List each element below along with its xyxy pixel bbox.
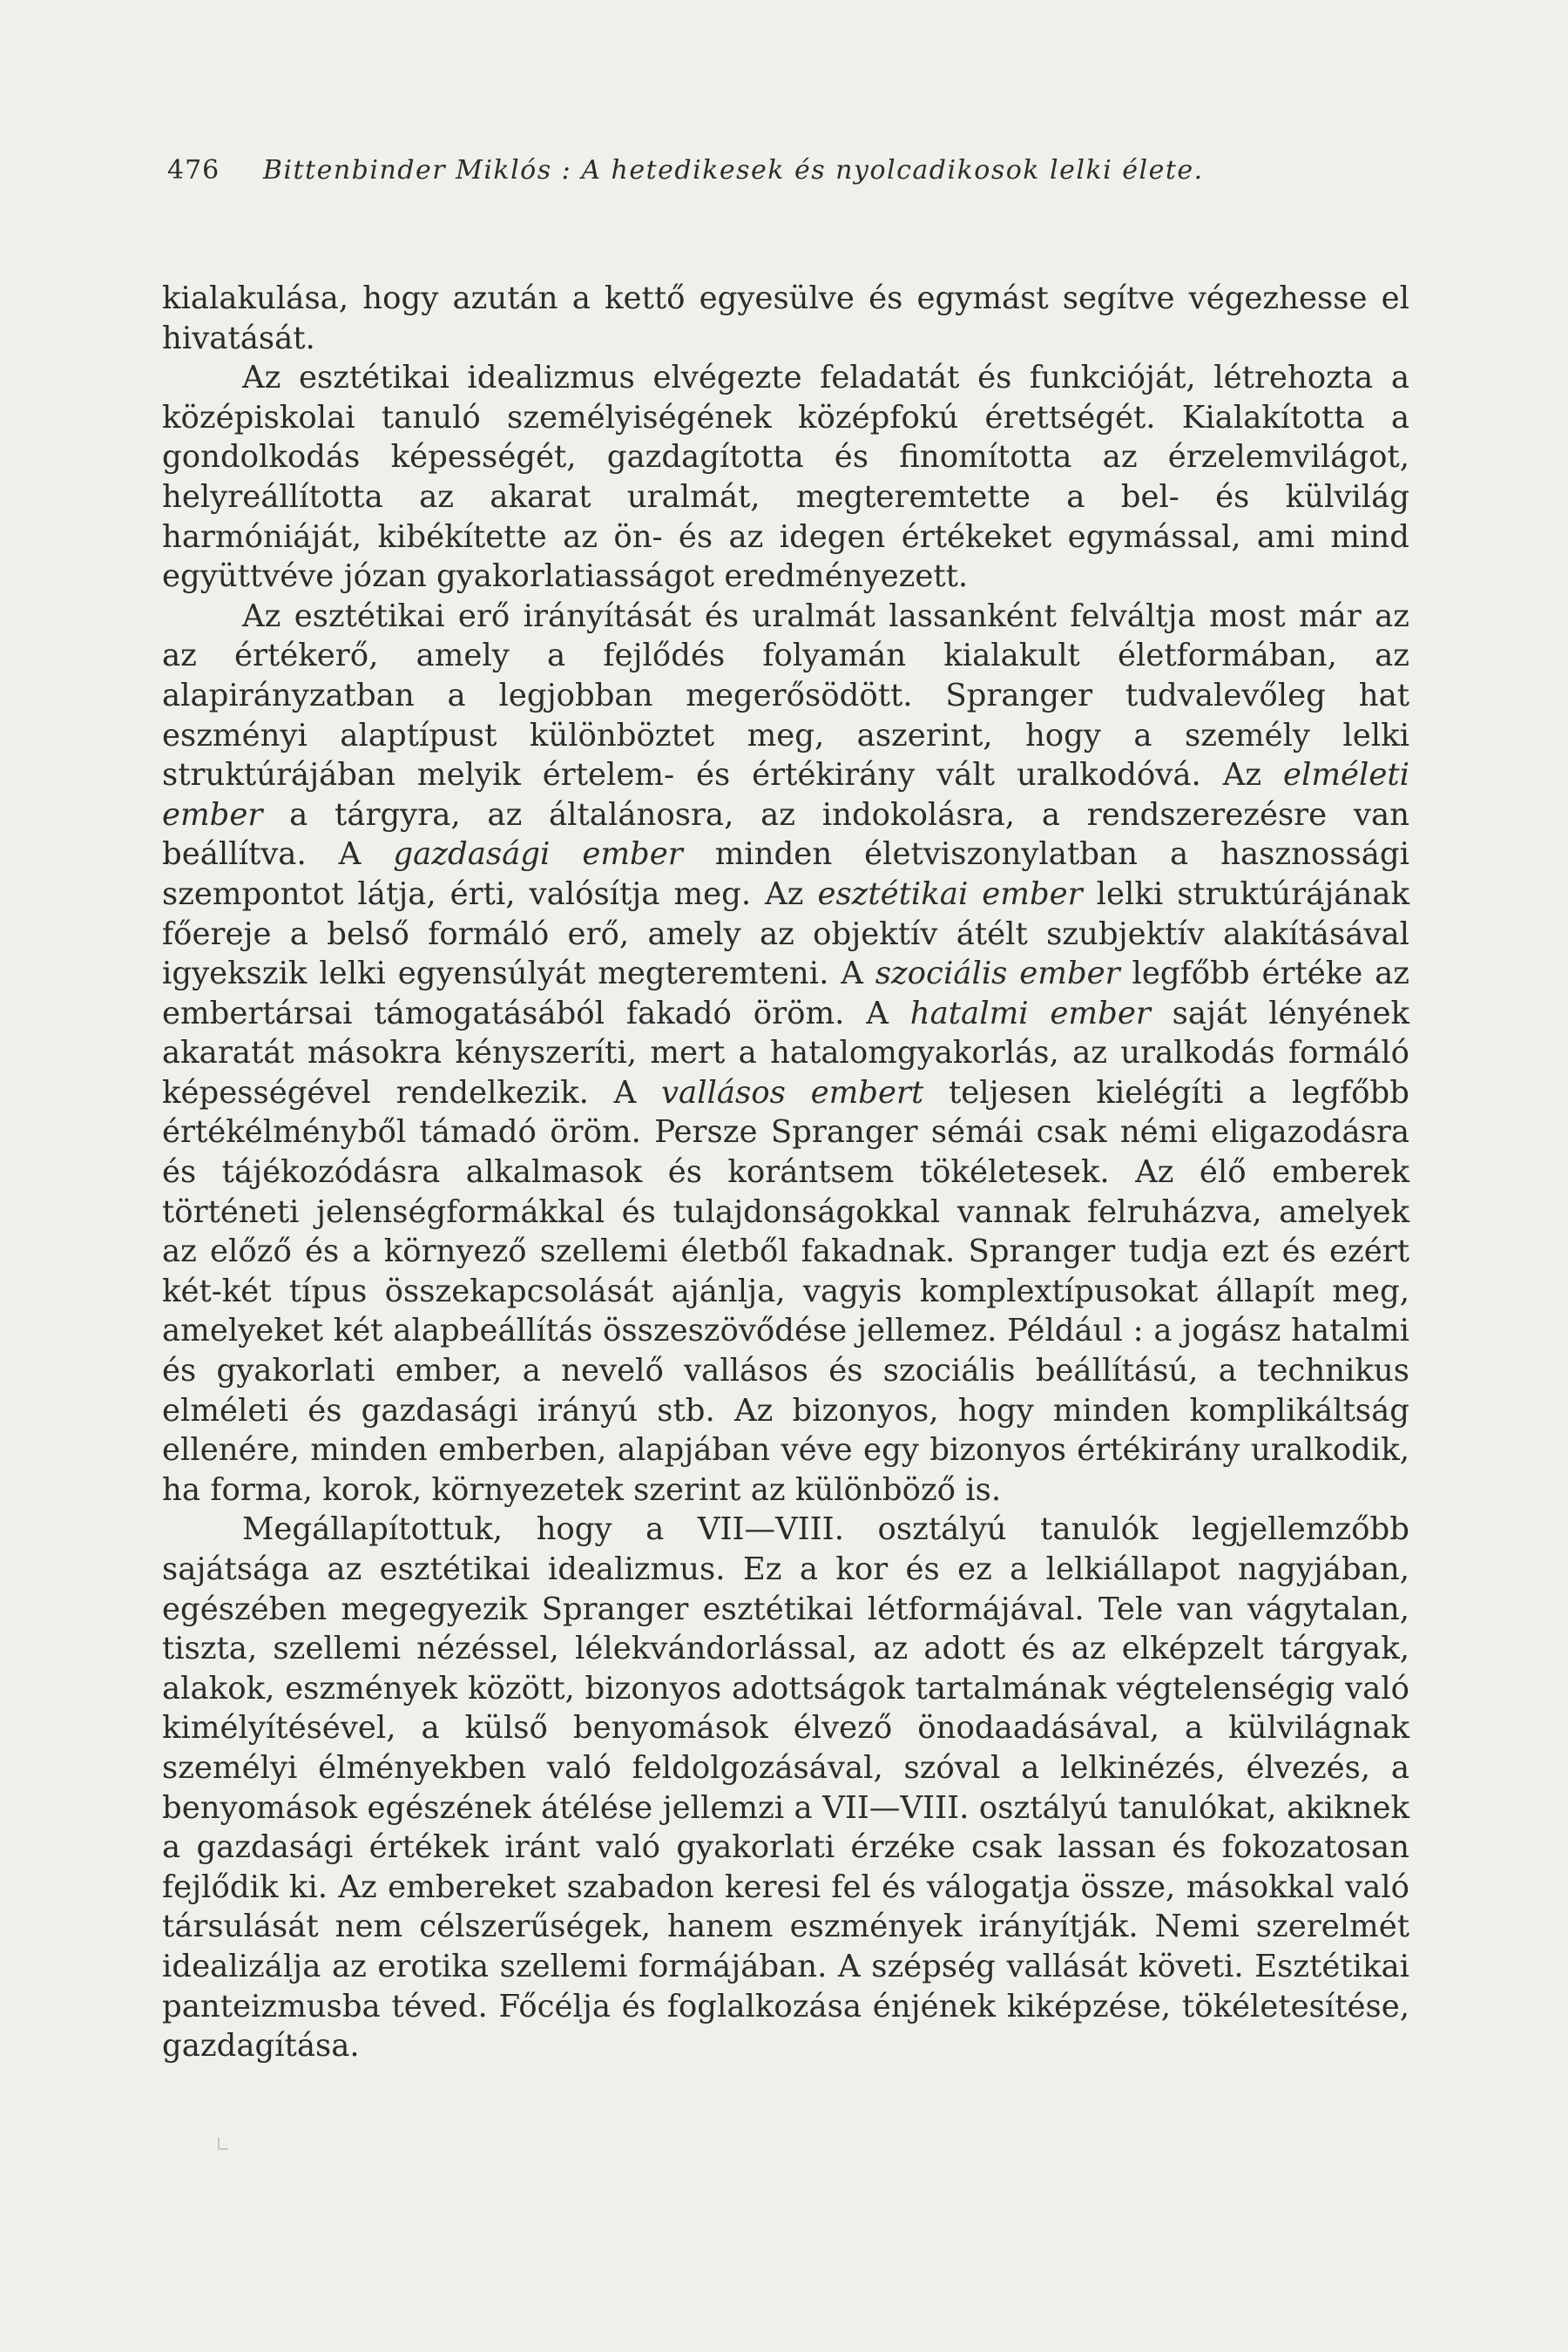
paragraph (162, 1510, 1409, 2065)
text-run: legfőbb értéke az embertársai támogatásából fakadó öröm. A (162, 956, 1410, 1031)
italic-term: szociális ember (875, 956, 1120, 992)
text-run: Az esztétikai erő irányítását és uralmát lassanként felváltja most már az az értékerő, amely a fejlődés folyamán kialakult életformában, az alapirányzatban a legjobban megerősödött. Spranger tudvalevőleg hat eszményi alaptípust különböztet meg, aszerint, hogy a személy lelki struktúrájában melyik értelem- és értékirány vált uralkodóvá. Az (162, 598, 1409, 794)
text-run: teljesen kielégíti a legfőbb értékélményből támadó öröm. Persze Spranger sémái csak némi eligazodásra és tájékozódásra alkalmasok és korántsem tökéletesek. Az élő emberek történeti jelenségformákkal és tulajdonságokkal vannak felruházva, amelyek az előző és a környező szellemi életből fakadnak. Spranger tudja ezt és ezért két-két típus összekapcsolását ajánlja, vagyis komplextípusokat állapít meg, amelyeket két alapbeállítás összeszövődése jellemez. Például : a jogász hatalmi és gyakorlati ember, a nevelő vallásos és szociális beállítású, a technikus elméleti és gazdasági irányú stb. Az bizonyos, hogy minden komplikáltság ellenére, minden emberben, alapjában véve egy bizonyos értékirány uralkodik, ha forma, korok, környezetek szerint az különböző is. (162, 1074, 1409, 1508)
italic-term: gazdasági ember (393, 836, 683, 873)
italic-term: vallásos embert (660, 1074, 924, 1111)
paragraph (162, 358, 1409, 597)
text-run: lelki struktúrájának főereje a belső formáló erő, amely az objektív átélt szubjektív alakításával igyekszik lelki egyensúlyát megteremteni. A (162, 875, 1409, 992)
text-run: Az esztétikai idealizmus elvégezte feladatát és funkcióját, létrehozta a középiskolai tanuló személyiségének középfokú érettségét. Kialakította a gondolkodás képességét, gazdagította és finomította az érzelemvilágot, helyreállította az akarat uralmát, megteremtette a bel- és külvilág harmóniáját, kibékítette az ön- és az idegen értékeket egymással, ami mind együttvéve józan gyakorlatiasságot eredményezett. (162, 360, 1409, 595)
text-run: saját lényének akaratát másokra kényszeríti, mert a hatalomgyakorlás, az uralkodás formáló képességével rendelkezik. A (162, 995, 1409, 1111)
text-run: a tárgyra, az általánosra, az indokolásra, a rendszerezésre van beállítva. A (162, 796, 1409, 873)
ink-mark (218, 2138, 228, 2150)
page-header (167, 153, 1404, 188)
text-run: kialakulása, hogy azután a kettő egyesülve és egymást segítve végezhesse el hivatását. (162, 280, 1409, 356)
running-title: Bittenbinder Miklós : A hetedikesek és nyolcadikosok lelki élete. (262, 155, 1204, 186)
body-text (162, 279, 1409, 2066)
italic-term: esztétikai ember (817, 875, 1083, 912)
paragraph (162, 597, 1409, 1511)
text-run: minden életviszonylatban a hasznossági szempontot látja, érti, valósítja meg. Az (162, 836, 1410, 912)
italic-term: hatalmi ember (909, 995, 1151, 1031)
paragraph (162, 279, 1409, 358)
page-number: 476 (167, 155, 220, 186)
italic-term: elméleti ember (162, 757, 1409, 833)
text-run: Megállapítottuk, hogy a VII—VIII. osztályú tanulók legjellemzőbb sajátsága az esztétikai idealizmus. Ez a kor és ez a lelkiállapot nagyjában, egészében megegyezik Spranger esztétikai létformájával. Tele van vágytalan, tiszta, szellemi nézéssel, lélekvándorlással, az adott és az elképzelt tárgyak, alakok, eszmények között, bizonyos adottságok tartalmának végtelenségig való kimélyítésével, a külső benyomások élvező önodaadásával, a külvilágnak személyi élményekben való feldolgozásával, szóval a lelkinézés, élvezés, a benyomások egészének átélése jellemzi a VII—VIII. osztályú tanulókat, akiknek a gazdasági értékek iránt való gyakorlati érzéke csak lassan és fokozatosan fejlődik ki. Az embereket szabadon keresi fel és válogatja össze, másokkal való társulását nem célszerűségek, hanem eszmények irányítják. Nemi szerelmét idealizálja az erotika szellemi formájában. A szépség vallását követi. Esztétikai panteizmusba téved. Főcélja és foglalkozása énjének kiképzése, tökéletesítése, gazdagítása. (162, 1511, 1409, 2065)
